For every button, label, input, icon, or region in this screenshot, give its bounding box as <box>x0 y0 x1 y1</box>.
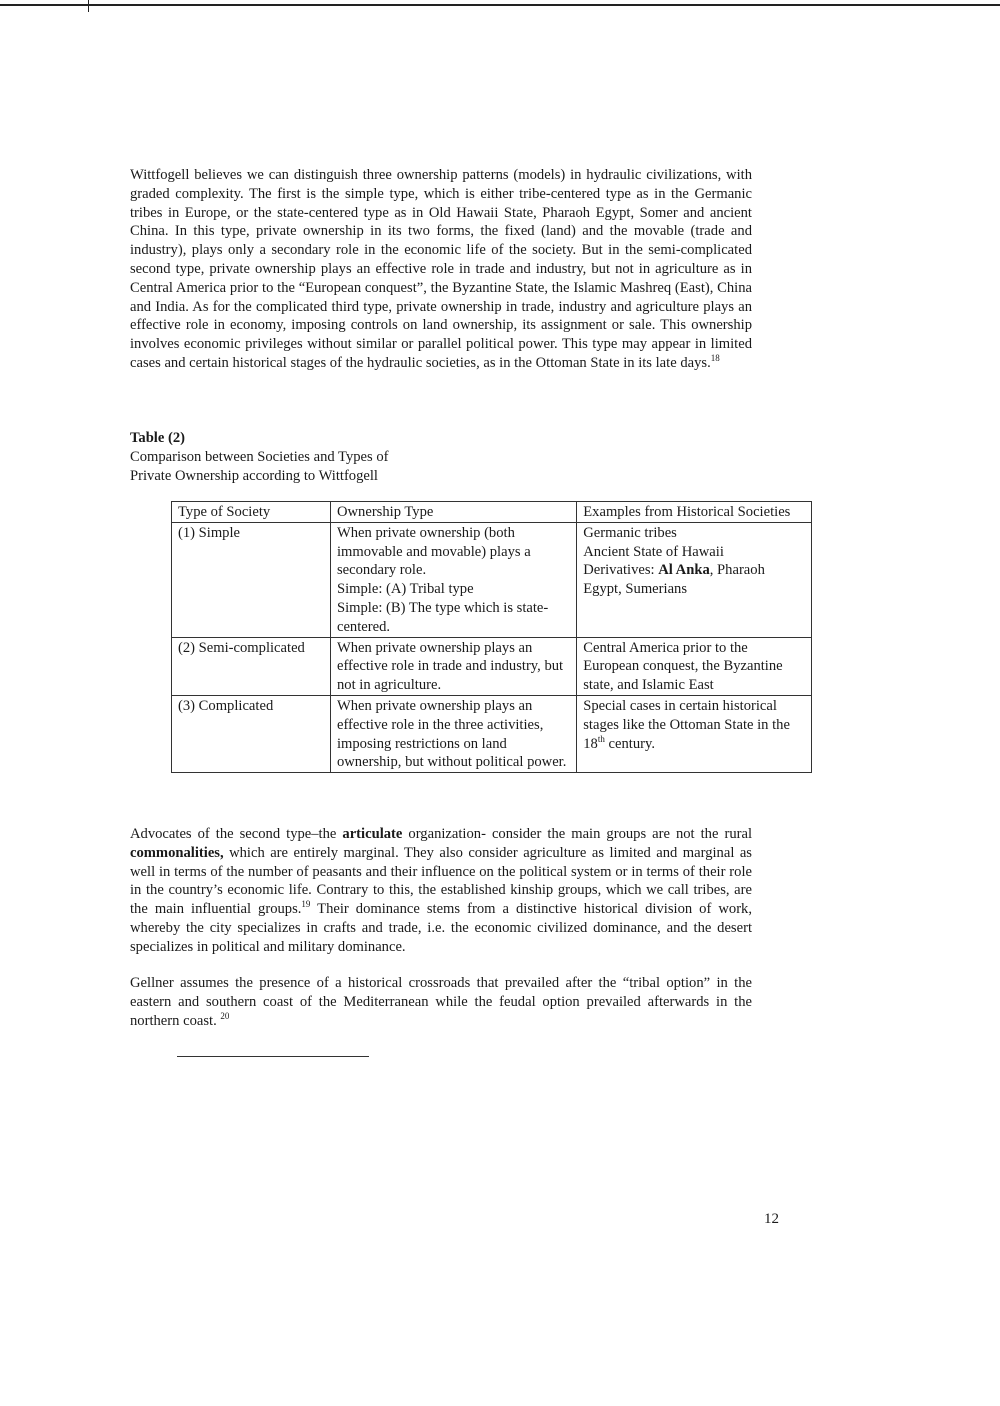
paragraph-text: Wittfogell believes we can distinguish three ownership patterns (models) in hydraulic civilizations, with graded complexity. The first is the simple type, which is either tribe-centered type as in the Germanic tribes in Europe, or the state-centered type as in Old Hawaii State, Pharaoh Egypt, Somer and ancient China. In this type, private ownership in its two forms, the fixed (land) and the movable (trade and industry), plays only a secondary role in the economic life of the society. But in the semi-complicated second type, private ownership plays an effective role in trade and industry, but not in agriculture as in Central America prior to the “European conquest”, the Byzantine State, the Islamic Mashreq (East), China and India. As for the complicated third type, private ownership in trade, industry and agriculture plays an effective role in economy, imposing controls on land ownership, its assignment or sale. This ownership involves economic privileges without similar or parallel political power. This type may appear in limited cases and certain historical stages of the hydraulic societies, as in the Ottoman State in its late days. <box>130 167 752 371</box>
top-scan-rule <box>0 4 1000 6</box>
ordinal-suffix: th <box>597 733 605 744</box>
top-scan-tick <box>88 0 89 12</box>
examples-text: Special cases in certain historical stages like the Ottoman State in the 18 <box>583 697 790 752</box>
derivatives-label: Derivatives: <box>583 562 659 579</box>
table-row <box>172 522 812 637</box>
table-row <box>172 637 812 695</box>
paragraph-text: which are entirely marginal. They also consider agriculture as limited and marginal as well in terms of the number of peasants and their influence on the political system or in terms of their role in the country’s economic life. Contrary to this, the established kinship groups, which we call tribes, are the main influential groups. <box>130 844 752 918</box>
paragraph-articulate-organization <box>130 825 752 957</box>
footnote-ref-20[interactable]: 20 <box>220 1010 230 1021</box>
derivatives-bold-term: Al Anka <box>658 562 710 579</box>
paragraph-text: Gellner assumes the presence of a historical crossroads that prevailed after the “tribal option” in the eastern and southern coast of the Mediterranean while the feudal option prevailed afterwards in the northern coast. <box>130 975 752 1029</box>
table-title: Table (2) <box>130 430 186 446</box>
ownership-comparison-table <box>171 501 812 773</box>
paragraph-text: Their dominance stems from a distinctive historical division of work, whereby the city specializes in crafts and trade, i.e. the economic civilized dominance, and the desert specializes in political and military dominance. <box>130 901 752 955</box>
ownership-line: When private ownership (both immovable and movable) plays a secondary role. <box>336 524 531 579</box>
paragraph-text: Advocates of the second type–the <box>130 826 343 842</box>
table-header-row <box>172 502 812 523</box>
examples-suffix: century. <box>604 735 655 752</box>
example-derivatives <box>583 561 805 599</box>
bold-term-commonalities: commonalities, <box>130 844 224 861</box>
header-ownership-type: Ownership Type <box>330 502 576 523</box>
page-number: 12 <box>764 1211 779 1227</box>
ownership-line: Simple: (A) Tribal type <box>336 581 474 598</box>
cell-examples-simple <box>577 522 812 637</box>
cell-ownership-complicated: When private ownership plays an effective role in the three activities, imposing restrictions on land ownership, but without political power. <box>330 695 576 772</box>
table-caption-line-2: Private Ownership according to Wittfogell <box>130 467 378 484</box>
table-row <box>172 695 812 772</box>
header-type-of-society: Type of Society <box>172 502 331 523</box>
cell-society-semi-complicated: (2) Semi-complicated <box>172 637 331 695</box>
table-caption-line-1: Comparison between Societies and Types of <box>130 448 389 465</box>
ownership-line: Simple: (B) The type which is state-centered. <box>336 599 549 635</box>
cell-society-complicated: (3) Complicated <box>172 695 331 772</box>
cell-ownership-semi-complicated: When private ownership plays an effective role in trade and industry, but not in agriculture. <box>330 637 576 695</box>
derivatives-rest: , Pharaoh Egypt, Sumerians <box>583 562 765 598</box>
paragraph-text: organization- consider the main groups are not the rural <box>402 826 753 842</box>
cell-society-simple: (1) Simple <box>172 522 331 637</box>
footnote-separator <box>177 1056 369 1057</box>
paragraph-gellner-crossroads <box>130 974 752 1030</box>
example-line: Germanic tribes <box>583 524 677 541</box>
table-caption <box>130 429 530 485</box>
cell-ownership-simple <box>330 522 576 637</box>
paragraph-wittfogel-ownership-patterns <box>130 166 752 373</box>
cell-examples-semi-complicated: Central America prior to the European conquest, the Byzantine state, and Islamic East <box>577 637 812 695</box>
header-examples: Examples from Historical Societies <box>577 502 812 523</box>
cell-examples-complicated <box>577 695 812 772</box>
footnote-ref-18[interactable]: 18 <box>710 353 720 364</box>
example-line: Ancient State of Hawaii <box>583 543 724 560</box>
footnote-ref-19[interactable]: 19 <box>301 899 311 910</box>
bold-term-articulate: articulate <box>342 826 403 842</box>
